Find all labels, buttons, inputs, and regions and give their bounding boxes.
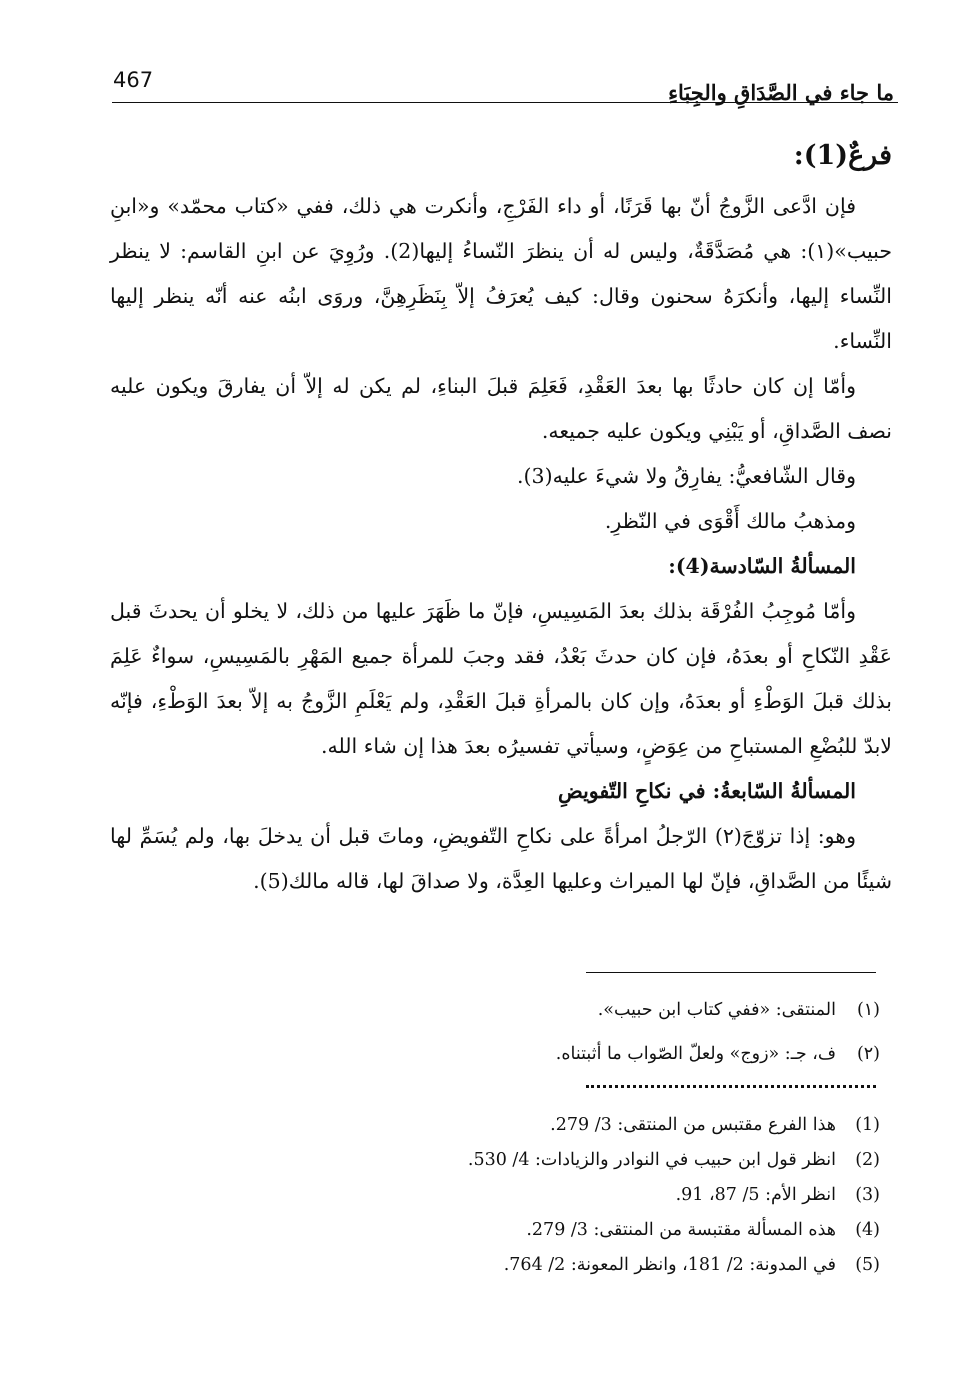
footnote xyxy=(100,988,880,1032)
footnote-text: هذه المسألة مقتبسة من المنتقى: 3/ 279. xyxy=(526,1220,836,1240)
footnotes-rule xyxy=(586,972,876,973)
footnote-number: (٢) xyxy=(856,1044,880,1064)
section-heading-sixth: المسألةُ السّادسة(4): xyxy=(668,554,856,578)
paragraph-3: وقال الشّافعيُّ: يفارِقُ ولا شيءَ عليه(3). xyxy=(517,464,856,488)
footnote xyxy=(100,1108,880,1143)
footnote xyxy=(100,1143,880,1178)
header-rule xyxy=(112,102,898,103)
paragraph-1: فإن ادَّعى الزَّوجُ أنّ بها قَرَنًا، أو داء الفَرْجِ، وأنكرت هي ذلك، ففي «كتاب محمّد» و«ابنِ حبيب»(١): هي مُصَدَّقَةٌ، وليس له أن ينظرَ النّساءُ إليها(2). ورُوِيَ عن ابنِ القاسم: لا ينظر النِّساء إليها، وأنكرَهُ سحنون وقال: كيف يُعرَفُ إلاّ بِنَظَرِهِنَّ، وروَى ابنُه عنه أنّه ينظر إليها النِّساء. xyxy=(110,194,892,353)
paragraph-4: ومذهبُ مالك أَقْوَى في النّظرِ. xyxy=(604,509,856,533)
footnote-text: ف، جـ: «زوج» ولعلّ الصّواب ما أثبتناه. xyxy=(555,1044,836,1064)
section-heading-far: فرعٌ(1): xyxy=(793,140,892,171)
footnote-text: المنتقى: «ففي كتاب ابن حبيب». xyxy=(597,1000,836,1020)
footnote-text: هذا الفرع مقتبس من المنتقى: 3/ 279. xyxy=(550,1115,836,1135)
footnote-number: (3) xyxy=(855,1185,880,1205)
paragraph-6: وهو: إذا تزوّجَ(٢) الرّجلُ امرأةً على نكاحِ التّفويضِ، وماتَ قبل أن يدخلَ بها، ولم يُسَمِّ لها شيئًا من الصَّداقِ، فإنّ لها الميراث وعليها العِدَّة، ولا صداقَ لها، قاله مالك(5). xyxy=(110,824,892,893)
footnote-text: انظر الأم: 5/ 87، 91. xyxy=(675,1185,836,1205)
footnote-text: في المدونة: 2/ 181، وانظر المعونة: 2/ 764. xyxy=(503,1255,836,1275)
footnote xyxy=(100,1248,880,1283)
footnote-number: (4) xyxy=(855,1220,880,1240)
footnote-number: (5) xyxy=(855,1255,880,1275)
paragraph-5: وأمّا مُوجِبُ الفُرْقَة بذلك بعدَ المَسِيسِ، فإنّ ما ظَهَرَ عليها من ذلك، لا يخلو أن يحدثَ قبل عَقْدِ النّكاحِ أو بعدَهُ، فإن كان حدثَ بَعْدُ، فقد وجبَ للمرأة جميع المَهْرِ بالمَسِيسِ، سواءٌ عَلِمَ بذلك قبلَ الوَطْءِ أو بعدَهُ، وإن كان بالمرأةِ قبلَ العَقْدِ، ولم يَعْلَمِ الزَّوجُ به إلاّ بعدَ الوَطْءِ، فإنّه لابدّ للبُضْعِ المستباحِ من عِوَضٍ، وسيأتي تفسيرُه بعدَ هذا إن شاء الله. xyxy=(110,599,892,758)
footnote-text: انظر قول ابن حبيب في النوادر والزيادات: 4/ 530. xyxy=(467,1150,836,1170)
footnote xyxy=(100,1032,880,1076)
footnote-number: (١) xyxy=(856,1000,880,1020)
main-text xyxy=(110,130,892,904)
footnote xyxy=(100,1213,880,1248)
page-number: 467 xyxy=(113,68,154,92)
editor-footnotes xyxy=(100,1108,880,1283)
running-head: ما جاء في الصَّدَاقِ والجِبَاءِ xyxy=(668,80,894,105)
dotted-separator xyxy=(586,1085,876,1088)
paragraph-2: وأمّا إن كان حادثًا بها بعدَ العَقْدِ، فَعَلِمَ قبلَ البناءِ، لم يكن له إلاّ أن يفارقَ ويكون عليه نصف الصَّداقِ، أو يَبْنِي ويكون عليه جميعه. xyxy=(110,374,892,443)
footnote xyxy=(100,1178,880,1213)
footnote-number: (2) xyxy=(855,1150,880,1170)
section-heading-seventh: المسألةُ السّابعةُ: في نكاحِ التّفويضِ xyxy=(557,779,856,803)
footnote-number: (1) xyxy=(855,1115,880,1135)
manuscript-footnotes xyxy=(100,988,880,1076)
